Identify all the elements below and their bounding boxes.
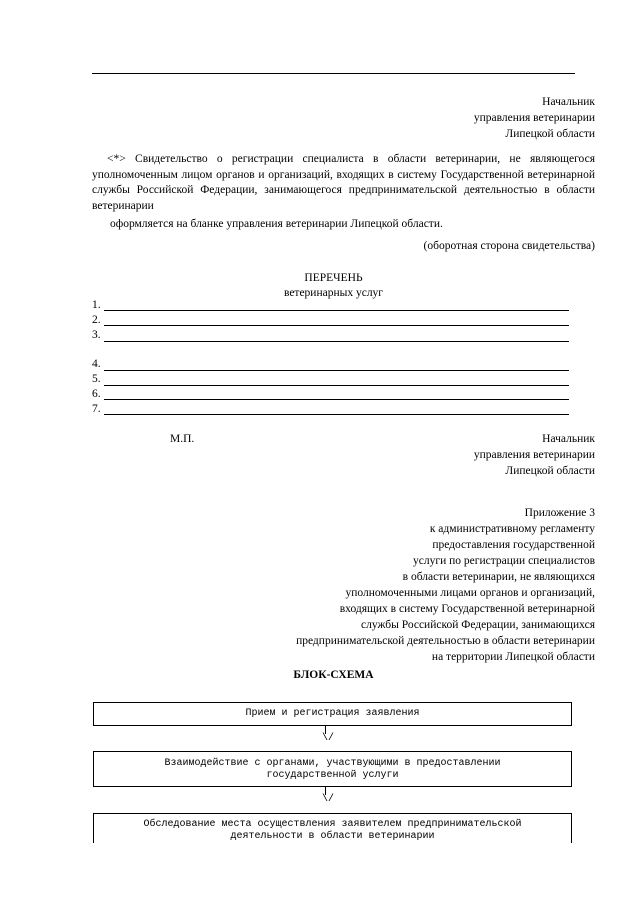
flowchart-step-inspection (93, 813, 572, 843)
signature-region: Липецкой области (505, 465, 595, 477)
appendix-line: на территории Липецкой области (431, 651, 595, 663)
footnote-text: <*> Свидетельство о регистрации специалиста в области ветеринарии, не являющегося уполномоченным лицом органов и организаций, входящих в систему Государственной ветеринарной службы Российской Федерации, занимающегося предпринимательской деятельностью в области ветеринарии (92, 153, 595, 212)
flowchart-step-text: государственной услуги (266, 770, 399, 781)
list-item-number: 6. (92, 388, 101, 400)
list-item-number: 7. (92, 403, 101, 415)
list-item-line (104, 325, 569, 326)
list-item-number: 2. (92, 314, 101, 326)
list-item-number: 1. (92, 299, 101, 311)
appendix-line: входящих в систему Государственной ветеринарной (339, 603, 595, 615)
appendix-line: Приложение 3 (524, 507, 595, 519)
flowchart-arrow: \/ (322, 794, 335, 805)
top-signature (474, 94, 595, 142)
list-item-line (104, 370, 569, 371)
flowchart-step-text: Обследование места осуществления заявителем предпринимательской (143, 819, 522, 830)
list-item-line (104, 310, 569, 311)
appendix-line: предпринимательской деятельностью в области ветеринарии (296, 635, 595, 647)
appendix-line: к административному регламенту (429, 523, 595, 535)
list-title: ПЕРЕЧЕНЬ (304, 272, 363, 284)
flowchart-step-reception (93, 702, 572, 726)
appendix-header (296, 505, 595, 665)
signature-title: Начальник (542, 96, 595, 108)
flowchart-step-text: Взаимодействие с органами, участвующими в предоставлении (164, 758, 501, 769)
flowchart-step-text: деятельности в области ветеринарии (230, 831, 435, 842)
list-subtitle: ветеринарных услуг (283, 287, 384, 299)
list-item-line (104, 341, 569, 342)
list-item-line (104, 385, 569, 386)
flowchart-step-interaction (93, 751, 572, 787)
list-item-number: 4. (92, 358, 101, 370)
list-item-number: 5. (92, 373, 101, 385)
signature-department: управления ветеринарии (473, 449, 595, 461)
reverse-side-label: (оборотная сторона свидетельства) (423, 240, 595, 252)
list-item-line (104, 414, 569, 415)
appendix-line: услуги по регистрации специалистов (413, 555, 595, 567)
footnote-text-2: оформляется на бланке управления ветеринарии Липецкой области. (110, 218, 443, 230)
signature-title: Начальник (542, 433, 595, 445)
signature-department: управления ветеринарии (473, 112, 595, 124)
flowchart-step-text: Прием и регистрация заявления (245, 708, 420, 719)
top-divider (92, 73, 575, 74)
stamp-mark: М.П. (170, 433, 195, 445)
flowchart-title: БЛОК-СХЕМА (293, 669, 374, 681)
flowchart-arrow: \/ (322, 733, 335, 744)
footnote (92, 152, 595, 233)
appendix-line: уполномоченными лицами органов и организаций, (345, 587, 595, 599)
list-item-number: 3. (92, 329, 101, 341)
bottom-signature (474, 431, 595, 479)
appendix-line: предоставления государственной (432, 539, 595, 551)
appendix-line: службы Российской Федерации, занимающихся (361, 619, 595, 631)
appendix-line: в области ветеринарии, не являющихся (402, 571, 595, 583)
signature-region: Липецкой области (505, 128, 595, 140)
list-item-line (104, 399, 569, 400)
